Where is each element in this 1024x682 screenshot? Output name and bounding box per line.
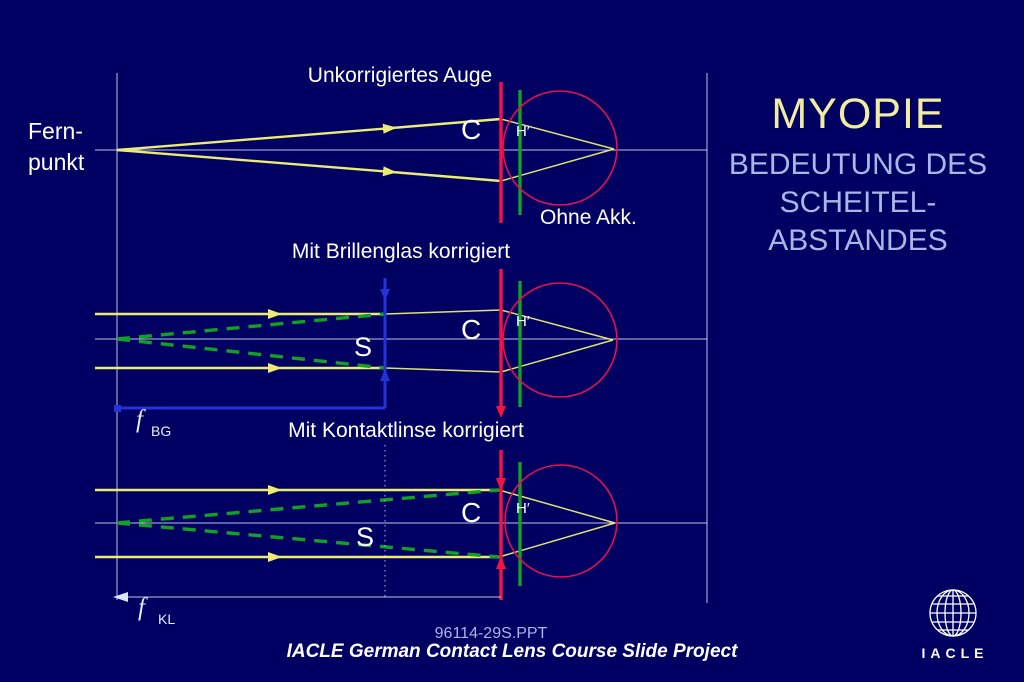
d2-upper-diverged-ray xyxy=(385,310,501,314)
d1-principal-plane-label: H′ xyxy=(516,123,530,140)
title-block xyxy=(712,90,1004,260)
page-subtitle xyxy=(712,146,1004,260)
d1-no-accommodation-label: Ohne Akk. xyxy=(540,206,637,229)
d3-focal-length-symbol: f xyxy=(138,594,145,621)
d3-spectacle-vertex-label: S xyxy=(356,522,375,552)
d2-cornea-arrowhead xyxy=(496,406,506,418)
d2-focal-point-dot xyxy=(114,405,121,412)
d2-focal-length-subscript: BG xyxy=(151,423,172,439)
subtitle-line-2: SCHEITEL- xyxy=(779,186,937,219)
d3-heading: Mit Kontaktlinse korrigiert xyxy=(288,419,524,442)
subtitle-line-3: ABSTANDES xyxy=(768,224,948,257)
d2-principal-plane-label: H′ xyxy=(516,313,530,330)
d2-lens-lower-arrowhead xyxy=(380,369,390,381)
d2-lower-diverged-ray xyxy=(385,368,501,372)
d2-focal-length-symbol: f xyxy=(136,406,143,433)
far-point-line2: punkt xyxy=(28,149,85,175)
d1-lower-ray xyxy=(117,150,501,181)
far-point-label xyxy=(28,116,84,178)
d2-lens-upper-arrowhead xyxy=(380,289,390,301)
d3-lower-virtual-ray xyxy=(117,523,499,557)
d3-focal-length-arrowhead xyxy=(113,592,128,602)
footer-project: IACLE German Contact Lens Course Slide Project xyxy=(286,641,738,662)
d2-lower-refracted-ray xyxy=(501,340,613,372)
footer-filename: 96114-29S.PPT xyxy=(434,625,548,642)
d2-heading: Mit Brillenglas korrigiert xyxy=(291,240,511,263)
d3-cornea-label: C xyxy=(461,497,482,528)
globe-wireframe-icon xyxy=(923,583,983,643)
d3-eye-circle xyxy=(505,465,617,577)
page-title: MYOPIE xyxy=(771,90,945,138)
d1-lower-refracted-ray xyxy=(501,149,614,181)
d3-principal-plane-label: H′ xyxy=(516,500,530,517)
d3-lower-refracted-ray xyxy=(499,523,615,557)
d2-upper-virtual-ray xyxy=(117,314,385,339)
d2-spectacle-vertex-label: S xyxy=(354,332,373,362)
d1-heading: Unkorrigiertes Auge xyxy=(307,64,493,87)
d1-cornea-label: C xyxy=(461,114,482,145)
d2-lower-virtual-ray xyxy=(117,339,385,368)
d3-focal-length-subscript: KL xyxy=(158,611,176,627)
subtitle-line-1: BEDEUTUNG DES xyxy=(728,148,988,181)
d3-upper-virtual-ray xyxy=(117,490,499,523)
d1-upper-ray xyxy=(117,119,501,150)
logo-label: IACLE xyxy=(921,645,989,661)
far-point-line1: Fern- xyxy=(28,118,83,144)
d2-cornea-label: C xyxy=(461,314,482,345)
